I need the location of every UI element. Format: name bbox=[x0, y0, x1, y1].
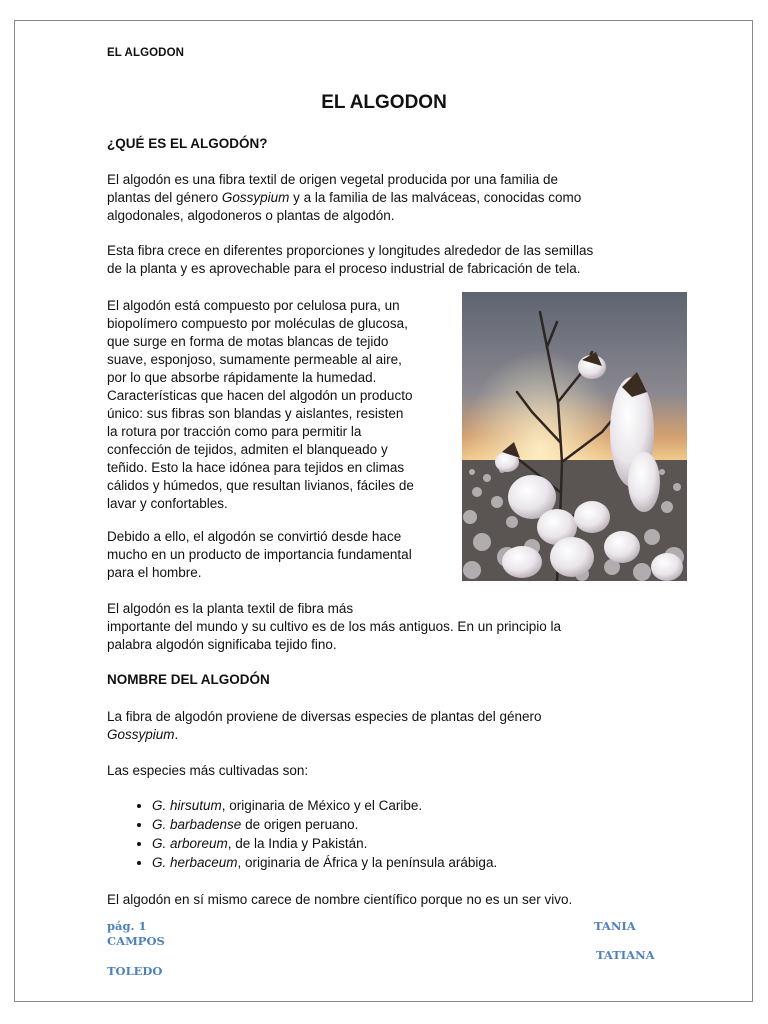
list-item: • G. barbadense de origen peruano. bbox=[152, 815, 497, 834]
footer-author-tatiana: TATIANA bbox=[596, 948, 655, 962]
cotton-plant-photo bbox=[462, 292, 687, 581]
paragraph-definition: El algodón es una fibra textil de origen vegetal producida por una familia de plantas del género Gossypium y a la familia de las malváceas, conocidas como algodonales, algodoneros o plantas de algodón. bbox=[107, 172, 582, 223]
section-heading-nombre: NOMBRE DEL ALGODÓN bbox=[107, 672, 270, 687]
list-item: • G. hirsutum, originaria de México y el Caribe. bbox=[152, 796, 497, 815]
paragraph-composition: El algodón está compuesto por celulosa pura, un biopolímero compuesto por moléculas de glucosa, que surge en forma de motas blancas de tejido suave, esponjoso, sumamente permeable al aire, por lo que absorbe rápidamente la humedad. Características que hacen del algodón un producto único: sus fibras son blandas y aislantes, resisten la rotura por tracción como para permitir la confección de tejidos, admiten el blanqueado y teñido. Esto la hace idónea para tejidos en climas cálidos y húmedos, que resultan livianos, fáciles de lavar y confortables. bbox=[107, 298, 414, 511]
page-header: EL ALGODON bbox=[107, 47, 185, 59]
paragraph-scientific-name: El algodón en sí mismo carece de nombre científico porque no es un ser vivo. bbox=[107, 892, 573, 907]
paragraph-species-intro: Las especies más cultivadas son: bbox=[107, 763, 309, 778]
paragraph-origin: La fibra de algodón proviene de diversas especies de plantas del género Gossypium. bbox=[107, 709, 542, 742]
list-item: • G. arboreum, de la India y Pakistán. bbox=[152, 834, 497, 853]
document-title: EL ALGODON bbox=[321, 92, 447, 113]
footer-author-campos: CAMPOS bbox=[107, 934, 165, 948]
section-heading-que-es: ¿QUÉ ES EL ALGODÓN? bbox=[107, 136, 268, 151]
paragraph-importance: Debido a ello, el algodón se convirtió desde hace mucho en un producto de importancia fundamental para el hombre. bbox=[107, 529, 412, 580]
paragraph-textile-plant: El algodón es la planta textil de fibra más importante del mundo y su cultivo es de los más antiguos. En un principio la palabra algodón significaba tejido fino. bbox=[107, 601, 561, 652]
paragraph-growth: Esta fibra crece en diferentes proporciones y longitudes alrededor de las semillas de la planta y es aprovechable para el proceso industrial de fabricación de tela. bbox=[107, 243, 594, 276]
footer-author-toledo: TOLEDO bbox=[107, 964, 163, 978]
footer-page-number: pág. 1 bbox=[107, 919, 147, 933]
footer-author-tania: TANIA bbox=[594, 919, 636, 933]
list-item: • G. herbaceum, originaria de África y la península arábiga. bbox=[152, 853, 497, 872]
species-list bbox=[107, 796, 497, 872]
